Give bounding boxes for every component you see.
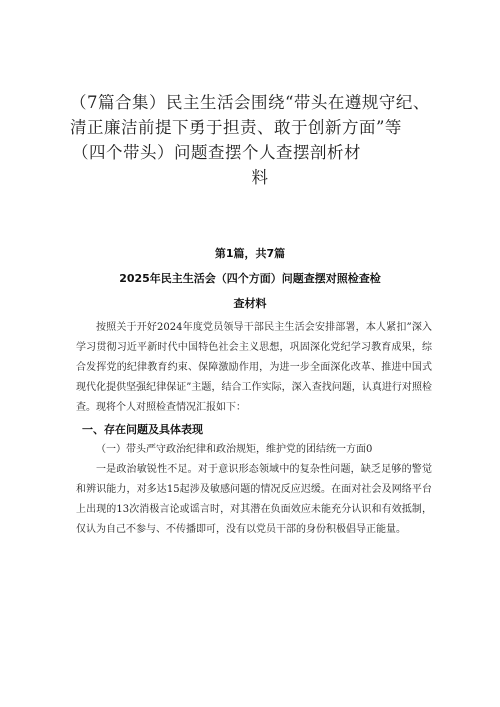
document-body [76, 318, 432, 540]
intro-paragraph: 按照关于开好2024年度党员领导干部民主生活会安排部署，本人紧扣”深入学习贯彻习近平新时代中国特色社会主义思想，巩固深化党纪学习教育成果，综合发挥党的纪律教育约束、保障激励作用，为进一步全面深化改革、推进中国式现代化提供坚强纪律保证”主题，结合工作实际，深入查找问题，认真进行对照检查。现将个人对照检查情况汇报如下： [76, 322, 432, 413]
section-index: 第1篇，共7篇 [214, 247, 286, 260]
title-line-4: 料 [251, 168, 269, 187]
point-political-sensitivity: 一是政治敏锐性不足。对于意识形态领域中的复杂性问题，缺乏足够的警觉和辨识能力，对多达15起涉及敏感问题的情况反应迟缓。在面对社会及网络平台上出现的13次消极言论或谣言时，对其潜在负面效应未能充分认识和有效抵制，仅认为自己不参与、不传播即可，没有以党员干部的身份积极倡导正能量。 [76, 464, 432, 535]
subheading-political-discipline: （一）带头严守政治纪律和政治规矩，维护党的团结统一方面0 [96, 444, 373, 455]
title-line-1: （7篇合集）民主生活会围绕“带头在遵规守纪、 [70, 93, 430, 112]
title-line-2: 清正廉洁前提下勇于担责、敢于创新方面”等 [70, 118, 402, 137]
document-title [70, 90, 450, 190]
section-heading-line-2: 查材料 [233, 297, 267, 310]
title-line-3: （四个带头）问题查摆个人查摆剖析材 [72, 143, 361, 162]
section-heading-line-1: 2025年民主生活会（四个方面）问题查摆对照检查检 [119, 272, 381, 285]
heading-problems: 一、存在问题及具体表现 [82, 423, 203, 436]
